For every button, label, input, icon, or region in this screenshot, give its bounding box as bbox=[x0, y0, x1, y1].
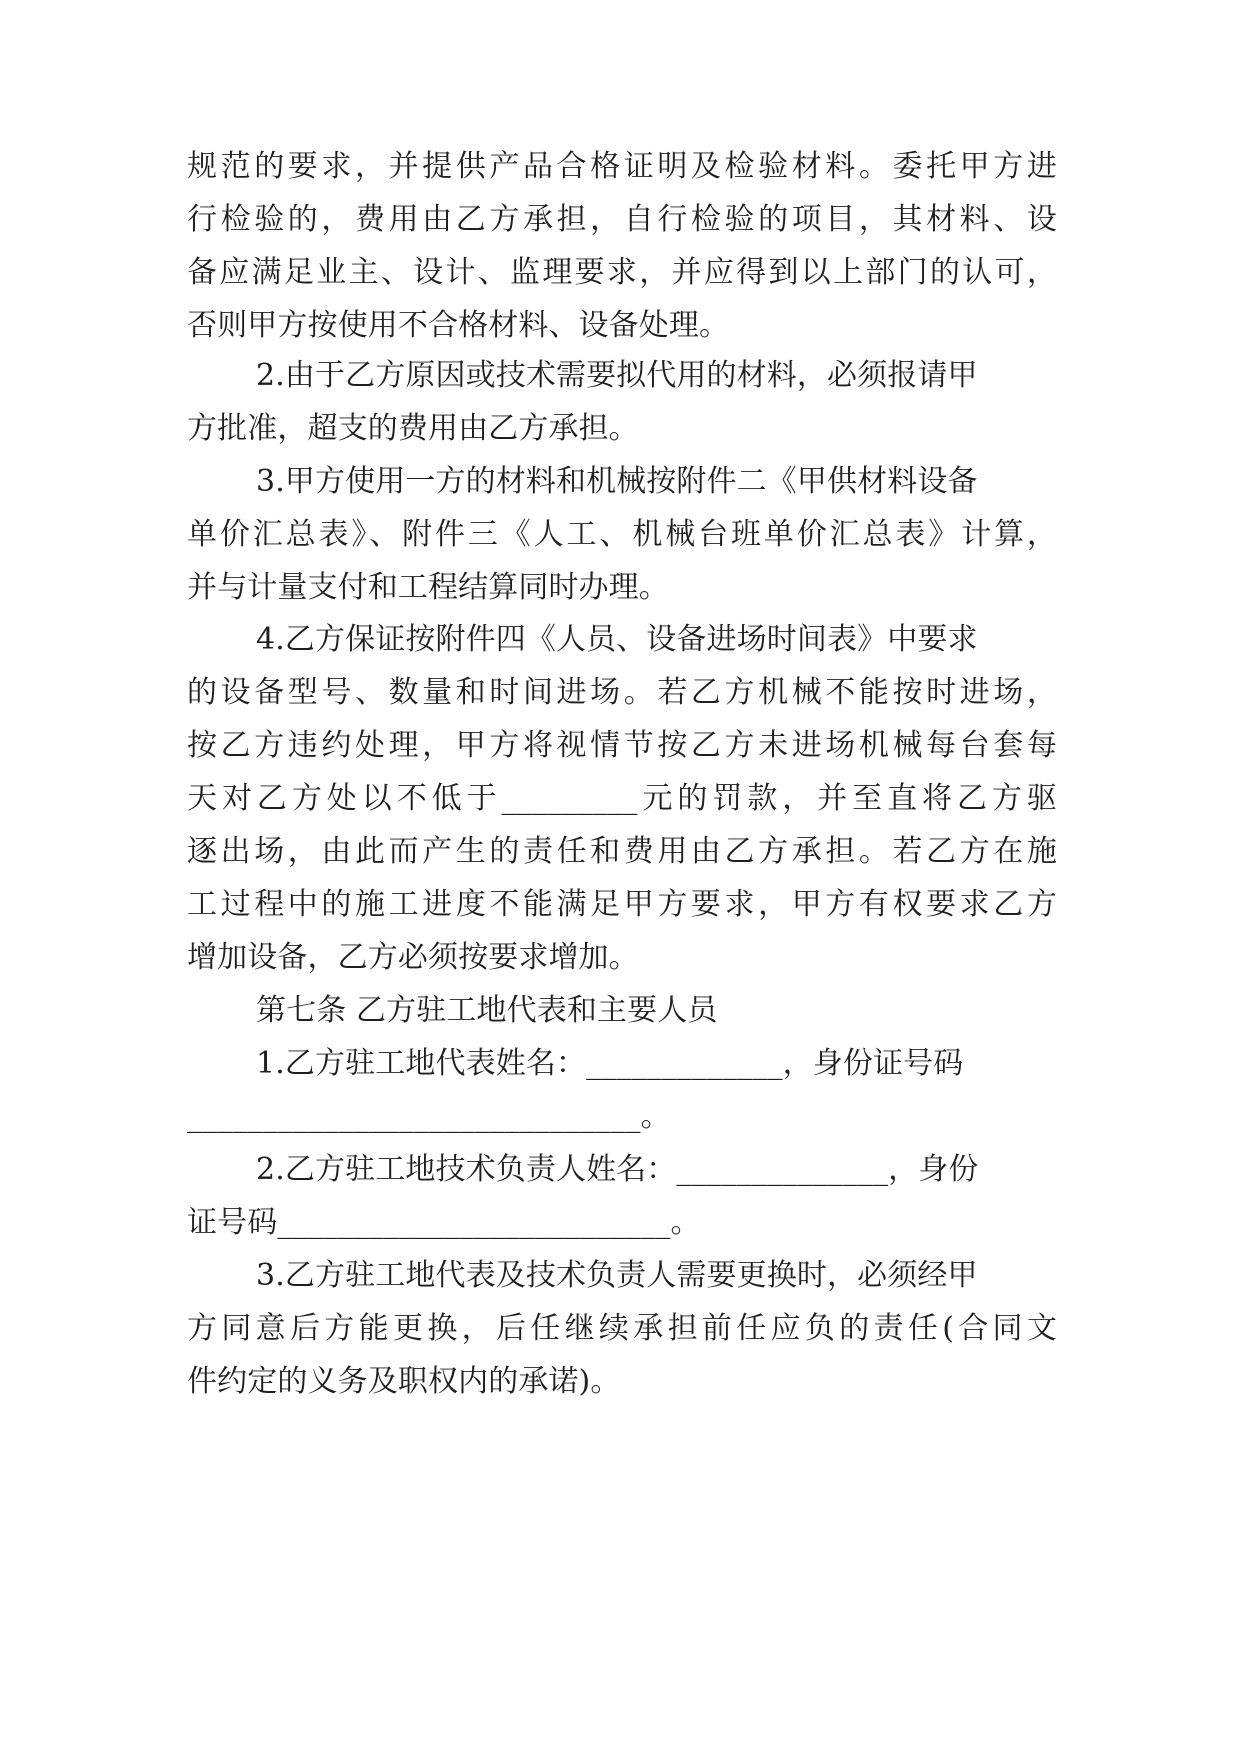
paragraph-line: 3.乙方驻工地代表及技术负责人需要更换时，必须经甲 bbox=[256, 1258, 978, 1293]
paragraph-line: 证号码__________________________。 bbox=[187, 1205, 701, 1240]
paragraph-line: 3.甲方使用一方的材料和机械按附件二《甲供材料设备 bbox=[256, 464, 978, 499]
paragraph-line: 天对乙方处以不低于_________元的罚款，并至直将乙方驱 bbox=[187, 781, 1057, 816]
paragraph-line: ______________________________。 bbox=[187, 1099, 671, 1134]
paragraph-line: 备应满足业主、设计、监理要求，并应得到以上部门的认可， bbox=[187, 255, 1057, 290]
article-heading: 第七条 乙方驻工地代表和主要人员 bbox=[256, 993, 718, 1028]
paragraph-line: 逐出场，由此而产生的责任和费用由乙方承担。若乙方在施 bbox=[187, 834, 1057, 869]
paragraph-line: 增加设备，乙方必须按要求增加。 bbox=[187, 940, 639, 975]
paragraph-line: 单价汇总表》、附件三《人工、机械台班单价汇总表》计算， bbox=[187, 517, 1057, 552]
paragraph-line: 2.由于乙方原因或技术需要拟代用的材料，必须报请甲 bbox=[256, 358, 978, 393]
paragraph-line: 工过程中的施工进度不能满足甲方要求，甲方有权要求乙方 bbox=[187, 887, 1057, 922]
paragraph-line: 件约定的义务及职权内的承诺)。 bbox=[187, 1364, 621, 1399]
paragraph-line: 规范的要求，并提供产品合格证明及检验材料。委托甲方进 bbox=[187, 149, 1057, 184]
paragraph-line: 方同意后方能更换，后任继续承担前任应负的责任(合同文 bbox=[187, 1311, 1057, 1346]
paragraph-line: 4.乙方保证按附件四《人员、设备进场时间表》中要求 bbox=[256, 622, 978, 657]
paragraph-line: 方批准，超支的费用由乙方承担。 bbox=[187, 411, 639, 446]
paragraph-line: 的设备型号、数量和时间进场。若乙方机械不能按时进场， bbox=[187, 675, 1057, 710]
paragraph-line: 并与计量支付和工程结算同时办理。 bbox=[187, 570, 669, 605]
paragraph-line: 1.乙方驻工地代表姓名：_____________，身份证号码 bbox=[256, 1046, 964, 1081]
paragraph-line: 按乙方违约处理，甲方将视情节按乙方未进场机械每台套每 bbox=[187, 728, 1057, 763]
paragraph-line: 2.乙方驻工地技术负责人姓名：______________，身份 bbox=[256, 1152, 979, 1187]
paragraph-line: 行检验的，费用由乙方承担，自行检验的项目，其材料、设 bbox=[187, 202, 1057, 237]
paragraph-line: 否则甲方按使用不合格材料、设备处理。 bbox=[187, 308, 730, 343]
